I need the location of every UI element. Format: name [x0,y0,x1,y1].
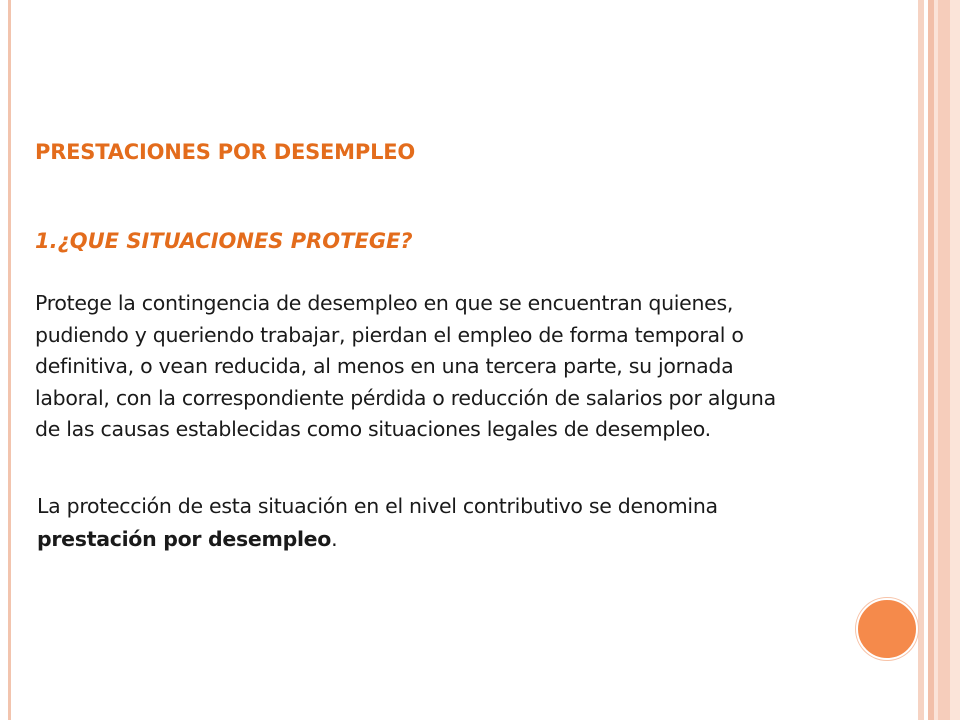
paragraph-line: de las causas establecidas como situaciones legales de desempleo. [35,417,711,441]
paragraph-line: definitiva, o vean reducida, al menos en una tercera parte, su jornada [35,354,734,378]
note-paragraph [37,490,897,556]
right-stripe [938,0,950,720]
paragraph-line: Protege la contingencia de desempleo en que se encuentran quienes, [35,291,734,315]
section-heading: 1.¿QUE SITUACIONES PROTEGE? [35,229,413,253]
decorative-circle [856,598,918,660]
note-end-punctuation: . [331,527,338,551]
left-border-line [8,0,11,720]
paragraph-line: pudiendo y queriendo trabajar, pierdan el empleo de forma temporal o [35,322,744,347]
note-line: La protección de esta situación en el nivel contributivo se denomina [37,494,718,518]
body-paragraph [35,288,915,446]
bold-term: prestación por desempleo [37,527,332,551]
right-stripe [950,0,960,720]
slide-title: PRESTACIONES POR DESEMPLEO [35,140,416,164]
paragraph-line: laboral, con la correspondiente pérdida o reducción de salarios por alguna [35,385,776,410]
note-line [37,523,897,556]
